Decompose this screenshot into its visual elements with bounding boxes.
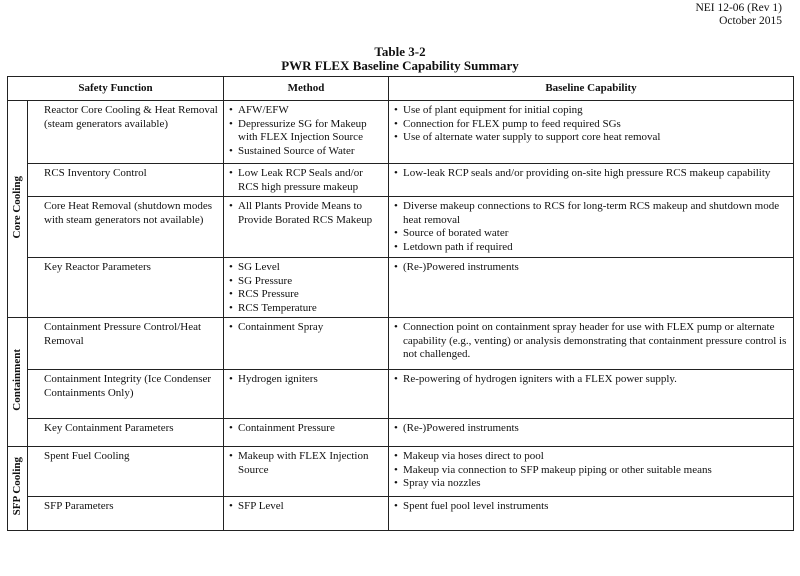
method-list (229, 261, 383, 315)
safety-function-cell: Key Containment Parameters (28, 419, 224, 447)
capability-item: • Diverse makeup connections to RCS for long-term RCS makeup and shutdown mode heat removal (394, 200, 788, 227)
method-item: • SFP Level (229, 500, 383, 514)
safety-function-cell: RCS Inventory Control (28, 164, 224, 197)
capability-list (394, 373, 788, 387)
method-item: • AFW/EFW (229, 104, 383, 118)
capability-list (394, 450, 788, 491)
header-baseline-capability: Baseline Capability (389, 77, 794, 101)
header-method: Method (224, 77, 389, 101)
capability-cell (389, 447, 794, 497)
table-header-row (8, 77, 794, 101)
method-list (229, 373, 383, 387)
group-cell (8, 101, 28, 318)
capability-table (7, 76, 794, 531)
table-row (8, 197, 794, 258)
capability-cell (389, 101, 794, 164)
group-cell (8, 447, 28, 531)
header-safety-function: Safety Function (8, 77, 224, 101)
capability-list (394, 200, 788, 254)
method-item: • Sustained Source of Water (229, 145, 383, 159)
table-caption: PWR FLEX Baseline Capability Summary (281, 58, 519, 73)
capability-item: • Source of borated water (394, 227, 788, 241)
method-list (229, 321, 383, 335)
capability-item: • (Re-)Powered instruments (394, 261, 788, 275)
method-list (229, 200, 383, 227)
capability-item: • Use of alternate water supply to support core heat removal (394, 131, 788, 145)
method-list (229, 422, 383, 436)
table-row (8, 497, 794, 531)
table-row (8, 318, 794, 370)
method-cell (224, 164, 389, 197)
safety-function-cell: Core Heat Removal (shutdown modes with steam generators not available) (28, 197, 224, 258)
method-item: • Depressurize SG for Makeup with FLEX Injection Source (229, 118, 383, 145)
method-cell (224, 318, 389, 370)
safety-function-cell: Containment Pressure Control/Heat Removal (28, 318, 224, 370)
method-list (229, 500, 383, 514)
group-label: Containment (10, 348, 23, 411)
method-item: • Containment Pressure (229, 422, 383, 436)
table-body (8, 101, 794, 531)
safety-function-cell: Key Reactor Parameters (28, 258, 224, 318)
method-item: • SG Level (229, 261, 383, 275)
capability-item: • Re-powering of hydrogen igniters with a FLEX power supply. (394, 373, 788, 387)
safety-function-cell: Spent Fuel Cooling (28, 447, 224, 497)
method-cell (224, 447, 389, 497)
safety-function-cell: Reactor Core Cooling & Heat Removal (steam generators available) (28, 101, 224, 164)
capability-cell (389, 370, 794, 419)
capability-item: • Makeup via hoses direct to pool (394, 450, 788, 464)
capability-list (394, 104, 788, 145)
method-item: • RCS Temperature (229, 302, 383, 316)
safety-function-cell: Containment Integrity (Ice Condenser Containments Only) (28, 370, 224, 419)
capability-item: • Spray via nozzles (394, 477, 788, 491)
capability-cell (389, 197, 794, 258)
table-row (8, 258, 794, 318)
capability-item: • Connection point on containment spray header for use with FLEX pump or alternate capability (e.g., venting) or analysis demonstrating that containment pressure control is not challenged. (394, 321, 788, 362)
method-cell (224, 497, 389, 531)
table-row (8, 447, 794, 497)
group-label: SFP Cooling (10, 457, 23, 516)
capability-list (394, 422, 788, 436)
group-label: Core Cooling (10, 175, 23, 238)
method-item: • Containment Spray (229, 321, 383, 335)
method-cell (224, 370, 389, 419)
method-cell (224, 419, 389, 447)
capability-item: • (Re-)Powered instruments (394, 422, 788, 436)
capability-cell (389, 497, 794, 531)
capability-item: • Low-leak RCP seals and/or providing on-site high pressure RCS makeup capability (394, 167, 788, 181)
method-item: • Low Leak RCP Seals and/or RCS high pressure makeup (229, 167, 383, 194)
method-list (229, 450, 383, 477)
capability-cell (389, 318, 794, 370)
capability-list (394, 321, 788, 362)
capability-cell (389, 419, 794, 447)
method-cell (224, 258, 389, 318)
capability-item: • Letdown path if required (394, 241, 788, 255)
doc-id: NEI 12-06 (Rev 1) (695, 2, 782, 14)
capability-cell (389, 258, 794, 318)
capability-item: • Spent fuel pool level instruments (394, 500, 788, 514)
method-cell (224, 197, 389, 258)
table-label: Table 3-2 (374, 44, 426, 59)
capability-item: • Makeup via connection to SFP makeup piping or other suitable means (394, 464, 788, 478)
table-row (8, 370, 794, 419)
method-list (229, 104, 383, 158)
method-item: • SG Pressure (229, 275, 383, 289)
document-header (695, 2, 782, 28)
method-item: • RCS Pressure (229, 288, 383, 302)
table-row (8, 101, 794, 164)
capability-item: • Use of plant equipment for initial coping (394, 104, 788, 118)
group-cell (8, 318, 28, 447)
method-item: • Makeup with FLEX Injection Source (229, 450, 383, 477)
method-cell (224, 101, 389, 164)
capability-cell (389, 164, 794, 197)
table-row (8, 419, 794, 447)
method-list (229, 167, 383, 194)
safety-function-cell: SFP Parameters (28, 497, 224, 531)
capability-list (394, 167, 788, 181)
table-row (8, 164, 794, 197)
capability-list (394, 500, 788, 514)
method-item: • All Plants Provide Means to Provide Borated RCS Makeup (229, 200, 383, 227)
doc-date: October 2015 (719, 15, 782, 27)
capability-list (394, 261, 788, 275)
method-item: • Hydrogen igniters (229, 373, 383, 387)
capability-item: • Connection for FLEX pump to feed required SGs (394, 118, 788, 132)
